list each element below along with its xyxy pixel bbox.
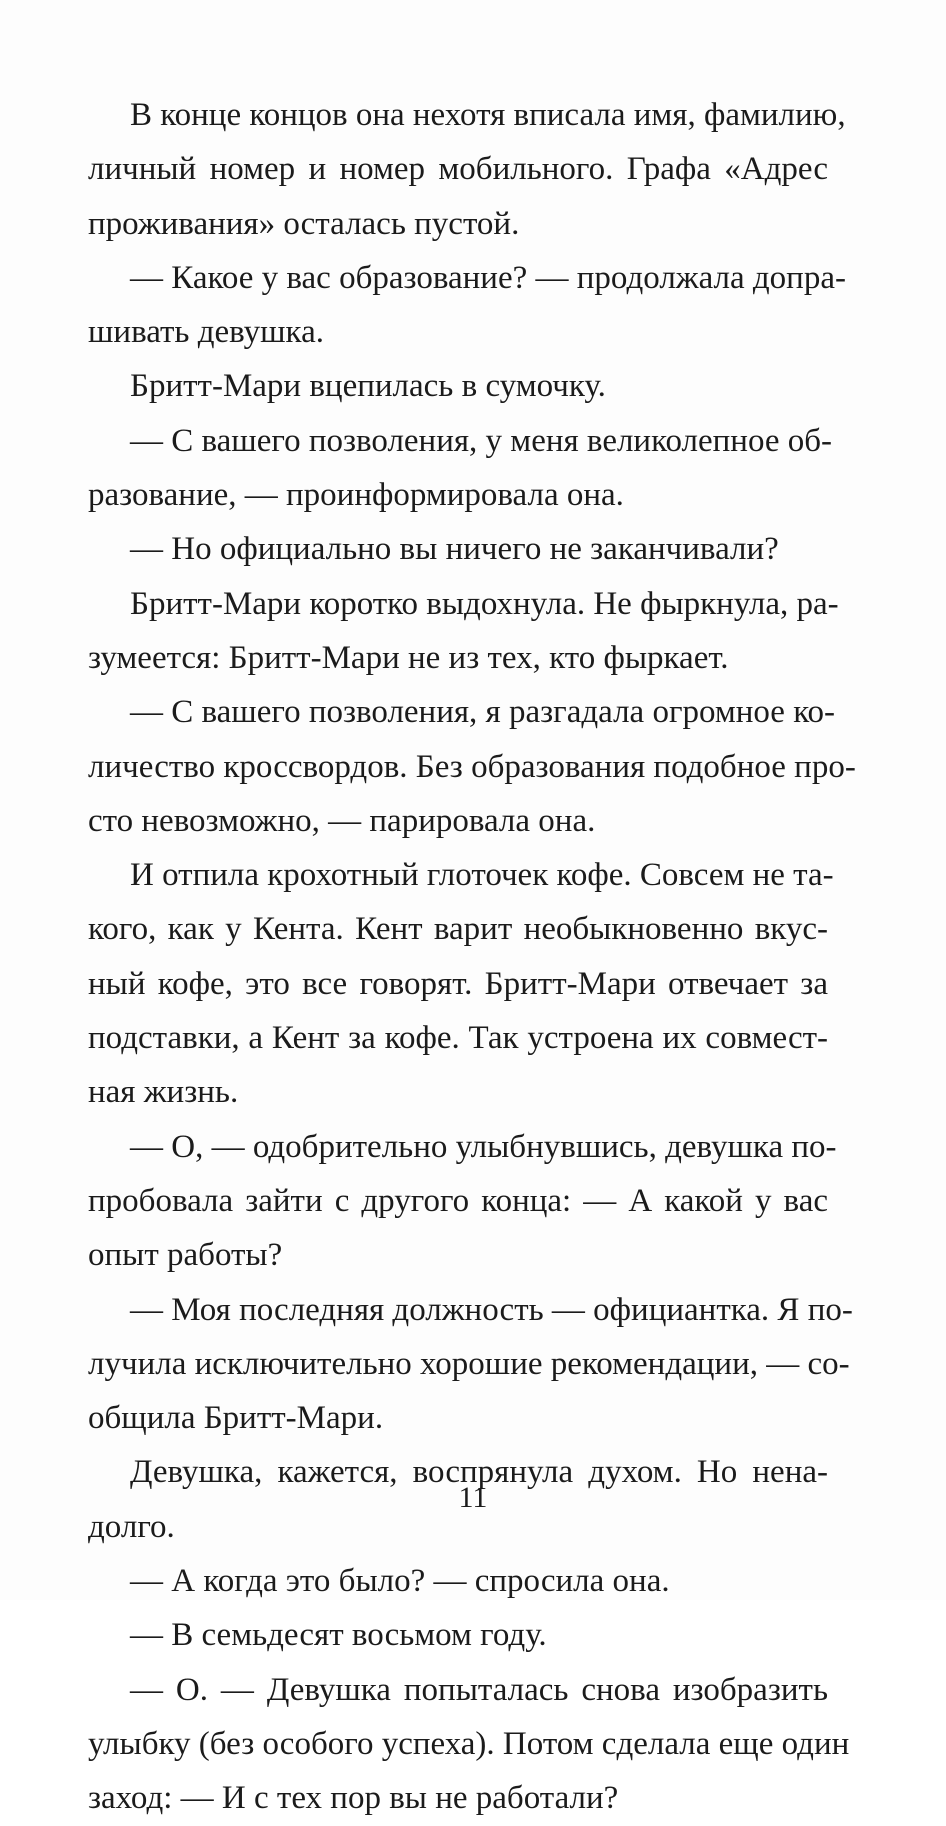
text-line: личество кроссвордов. Без образования подобное про-	[88, 748, 856, 785]
text-line: — Какое у вас образование? — продолжала допра-	[130, 259, 846, 296]
text-line: ный кофе, это все говорят. Бритт-Мари отвечает за	[88, 965, 828, 1002]
text-line: пробовала зайти с другого конца: — А какой у вас	[88, 1182, 828, 1219]
text-line: подставки, а Кент за кофе. Так устроена их совмест-	[88, 1020, 828, 1057]
text-line: — С вашего позволения, я разгадала огромное ко-	[130, 694, 836, 731]
text-line: — Моя последняя должность — официантка. Я по-	[130, 1291, 853, 1328]
body-text	[88, 88, 856, 1826]
text-line: И отпила крохотный глоточек кофе. Совсем не та-	[130, 857, 834, 894]
text-line: разование, — проинформировала она.	[88, 477, 624, 514]
text-line: Девушка, кажется, воспрянула духом. Но нена-	[130, 1454, 828, 1491]
text-line: — О. — Девушка попыталась снова изобразить	[130, 1671, 828, 1708]
page-number: 11	[458, 1481, 488, 1514]
text-line: заход: — И с тех пор вы не работали?	[88, 1780, 619, 1817]
text-line: опыт работы?	[88, 1237, 283, 1274]
text-line: В конце концов она нехотя вписала имя, фамилию,	[130, 97, 846, 133]
text-line: — О, — одобрительно улыбнувшись, девушка по-	[130, 1128, 837, 1165]
text-line: лучила исключительно хорошие рекомендации, — со-	[88, 1345, 850, 1382]
text-line: Бритт-Мари коротко выдохнула. Не фыркнула, ра-	[130, 585, 839, 622]
text-line: — Но официально вы ничего не заканчивали?	[130, 531, 779, 568]
text-line: общила Бритт-Мари.	[88, 1400, 384, 1437]
text-line: долго.	[88, 1508, 175, 1545]
text-line: ная жизнь.	[88, 1074, 239, 1111]
text-line: личный номер и номер мобильного. Графа «Адрес	[88, 151, 828, 188]
text-line: улыбку (без особого успеха). Потом сделала еще один	[88, 1725, 850, 1762]
text-line: Бритт-Мари вцепилась в сумочку.	[130, 368, 606, 405]
text-line: зумеется: Бритт-Мари не из тех, кто фыркает.	[88, 639, 729, 676]
text-line: кого, как у Кента. Кент варит необыкновенно вкус-	[88, 911, 828, 948]
text-line: шивать девушка.	[88, 314, 324, 351]
text-line: — С вашего позволения, у меня великолепное об-	[130, 422, 833, 459]
text-line: сто невозможно, — парировала она.	[88, 802, 596, 839]
text-line: — А когда это было? — спросила она.	[130, 1563, 670, 1600]
text-line: проживания» осталась пустой.	[88, 205, 520, 242]
text-line: — В семьдесят восьмом году.	[130, 1617, 547, 1654]
